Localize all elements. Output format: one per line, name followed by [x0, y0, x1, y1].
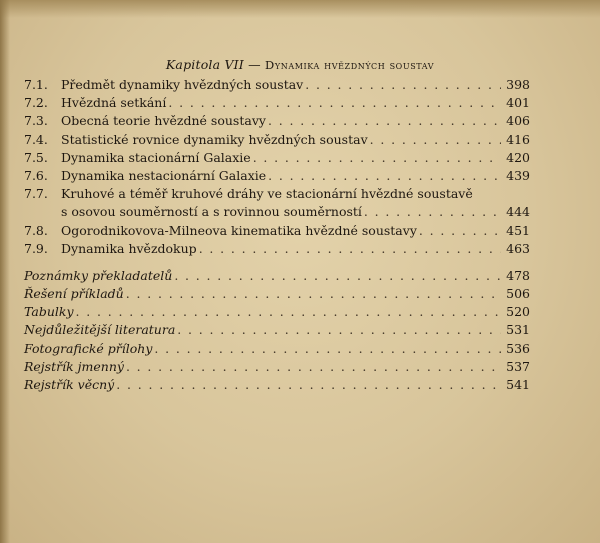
section-number: 7.8. — [24, 222, 48, 238]
toc-entry-appendix — [24, 376, 530, 394]
section-title: Předmět dynamiky hvězdných soustav — [61, 77, 304, 92]
toc-entry-7-1 — [24, 76, 530, 94]
appendix-title: Poznámky překladatelů — [24, 267, 173, 283]
appendix-title: Tabulky — [24, 304, 74, 320]
table-of-contents — [24, 76, 530, 394]
page-number: 463 — [506, 240, 530, 256]
toc-entry-appendix — [24, 358, 530, 376]
section-title: Ogorodnikovova-Milneova kinematika hvězdné soustavy — [61, 222, 417, 238]
page-number: 439 — [506, 167, 530, 183]
page-number: 531 — [506, 322, 530, 338]
page-number: 536 — [506, 340, 530, 356]
appendix-title: Nejdůležitější literatura — [24, 322, 176, 338]
toc-entry-7-7 — [24, 185, 530, 203]
page-number: 478 — [506, 267, 530, 283]
page-number: 541 — [506, 377, 530, 392]
dot-leader — [419, 222, 501, 240]
dot-leader — [126, 358, 501, 376]
section-number: 7.9. — [24, 240, 48, 256]
section-number: 7.2. — [24, 95, 48, 111]
page-number: 451 — [506, 222, 530, 238]
page-number: 537 — [506, 358, 530, 374]
page-number: 520 — [506, 304, 530, 320]
toc-entry-appendix — [24, 267, 530, 285]
section-title: Dynamika nestacionární Galaxie — [61, 167, 267, 183]
toc-entry-7-9 — [24, 240, 530, 258]
dot-leader — [116, 376, 501, 394]
section-number: 7.3. — [24, 113, 48, 129]
section-title: Hvězdná setkání — [61, 95, 167, 111]
section-number: 7.7. — [24, 186, 48, 202]
dot-leader — [76, 303, 501, 321]
dot-leader — [199, 240, 501, 258]
appendix-title: Fotografické přílohy — [24, 340, 153, 356]
page-number: 416 — [506, 131, 530, 147]
toc-entry-7-8 — [24, 222, 530, 240]
toc-entry-appendix — [24, 285, 530, 303]
section-title: Kruhové a téměř kruhové dráhy ve stacionární hvězdné soustavě — [61, 186, 473, 202]
section-title: Dynamika stacionární Galaxie — [61, 149, 251, 165]
page-number: 420 — [506, 149, 530, 165]
toc-entry-appendix — [24, 321, 530, 339]
section-number: 7.6. — [24, 167, 48, 183]
chapter-dash: — — [248, 57, 261, 72]
dot-leader — [305, 76, 501, 94]
dot-leader — [154, 340, 501, 358]
appendix-title: Rejstřík jmenný — [24, 358, 124, 374]
toc-entry-7-3 — [24, 112, 530, 130]
dot-leader — [174, 267, 501, 285]
toc-entry-7-2 — [24, 94, 530, 112]
dot-leader — [268, 112, 501, 130]
section-number: 7.4. — [24, 131, 48, 147]
dot-leader — [126, 285, 501, 303]
appendix-title: Řešení příkladů — [24, 286, 124, 302]
chapter-label: Kapitola VII — [165, 57, 244, 72]
toc-entry-7-5 — [24, 149, 530, 167]
chapter-name: Dynamika hvězdných soustav — [265, 58, 435, 72]
page-shadow-left — [0, 0, 10, 543]
dot-leader — [168, 94, 501, 112]
section-title-continued: s osovou souměrností a s rovinnou souměrností — [61, 204, 362, 220]
page-number: 444 — [506, 204, 530, 220]
page-number: 401 — [506, 95, 530, 111]
dot-leader — [253, 149, 501, 167]
toc-entry-7-7-continued — [24, 203, 530, 221]
toc-entry-7-4 — [24, 131, 530, 149]
page-number: 506 — [506, 286, 530, 302]
page-number: 406 — [506, 113, 530, 129]
section-gap — [24, 258, 530, 267]
dot-leader — [177, 321, 501, 339]
section-title: Dynamika hvězdokup — [61, 240, 197, 256]
section-title: Statistické rovnice dynamiky hvězdných soustav — [61, 131, 368, 147]
toc-entry-appendix — [24, 303, 530, 321]
page-number: 398 — [506, 77, 530, 92]
dot-leader — [370, 131, 501, 149]
dot-leader — [268, 167, 501, 185]
dot-leader — [364, 203, 501, 221]
toc-entry-appendix — [24, 340, 530, 358]
section-number: 7.1. — [24, 77, 48, 92]
chapter-heading — [0, 57, 600, 72]
section-number: 7.5. — [24, 149, 48, 165]
toc-entry-7-6 — [24, 167, 530, 185]
appendix-title: Rejstřík věcný — [24, 377, 115, 392]
section-title: Obecná teorie hvězdné soustavy — [61, 113, 266, 129]
page-shadow-top — [0, 0, 600, 18]
